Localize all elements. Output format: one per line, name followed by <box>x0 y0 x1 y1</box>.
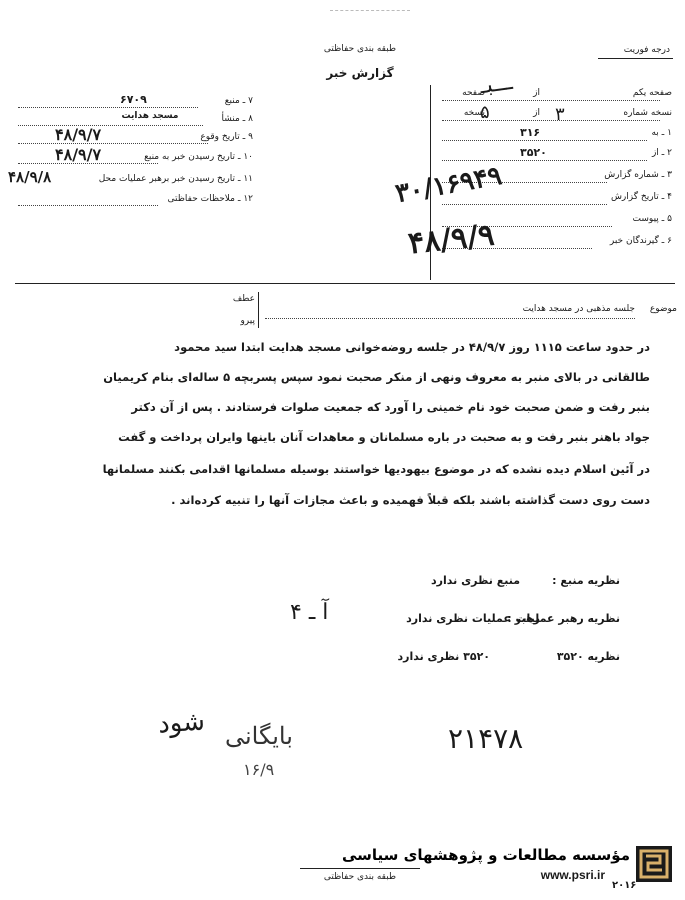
copy-number-label: نسخه شماره <box>623 108 672 118</box>
priority-label: درجه فوریت <box>623 45 670 55</box>
archive-mark: شود <box>157 706 206 740</box>
source-value: ۶۷۰۹ <box>120 93 147 106</box>
received-source-label: ۱۰ ـ تاریخ رسیدن خبر به منبع <box>144 152 253 162</box>
top-classification: طبقه بندی حفاظتی <box>323 44 397 54</box>
source-eval-value: منبع نظری ندارد <box>431 574 520 587</box>
copy-hand-1: ۳ <box>555 104 565 125</box>
website: www.psri.ir <box>540 868 605 882</box>
report-date-label: ۴ ـ تاریخ گزارش <box>610 192 672 202</box>
report-title: گزارش خبر <box>326 66 394 80</box>
event-date-value: ۴۸/۹/۷ <box>55 125 102 144</box>
subject-value: جلسه مذهبی در مسجد هدایت <box>522 304 635 314</box>
ops-eval-hand: آ ـ ۴ <box>290 600 329 625</box>
page-handwriting: ـــبـ <box>478 69 515 100</box>
from-value: ۳۵۲۰ <box>520 146 547 159</box>
org-name: مؤسسه مطالعات و پژوهشهای سیاسی <box>341 846 630 864</box>
subject-label: موضوع <box>649 304 677 314</box>
final-eval-label: نظریه ۳۵۲۰ <box>556 650 620 663</box>
body-line-5: در آئین اسلام دیده نشده که در موضوع بیهودیها خواستند بوسیله مسلمانها اقدامی بکنند مسلمانها <box>102 462 650 476</box>
page-word: صفحه <box>462 88 485 98</box>
ops-eval-label: نظریه رهبر عملیات : <box>507 612 620 625</box>
archive-date: ۱۶/۹ <box>243 760 275 779</box>
body-line-2: طالقانی در بالای منبر به معروف ونهی از منکر صحبت نمود سپس پسربچه ۵ ساله‌ای بنام کریمیان <box>103 370 650 384</box>
received-ops-label: ۱۱ ـ تاریخ رسیدن خبر برهبر عملیات محل <box>98 174 253 184</box>
notes-label: ۱۲ ـ ملاحظات حفاظتی <box>167 194 253 204</box>
ref-sub-label: پیرو <box>240 316 255 326</box>
from-label: ۲ ـ از <box>651 148 672 158</box>
source-eval-label: نظریه منبع : <box>552 574 620 587</box>
origin-value: مسجد هدایت <box>121 111 179 121</box>
body-line-6: دست روی دست گذاشته باشند بلکه قبلاً فهمیده و باعث مجازات آنها را تنبیه کرده‌اند . <box>171 493 650 507</box>
page-code: ۲۰۱۶ <box>612 880 637 891</box>
of-word-1: از <box>533 88 540 98</box>
to-label: ۱ ـ به <box>651 128 672 138</box>
received-ops-value: ۴۸/۹/۸ <box>8 168 52 186</box>
copy-word: نسخه <box>463 108 485 118</box>
ref-label: عطف <box>232 294 255 304</box>
priority-underline <box>598 58 673 59</box>
archive-word: بایگانی <box>225 722 293 750</box>
received-source-value: ۴۸/۹/۷ <box>55 145 102 164</box>
body-line-3: بنبر رفت و ضمن صحبت خود نام خمینی را آورد که جمعیت صلوات فرستادند . پس از آن دکتر <box>131 400 650 414</box>
to-value: ۳۱۶ <box>520 126 541 139</box>
origin-label: ۸ ـ منشأ <box>221 114 253 124</box>
ops-eval-value: رهبر عملیات نظری ندارد <box>406 612 540 625</box>
top-faint-mark <box>330 0 410 11</box>
section-separator <box>15 283 675 284</box>
page-one-label: صفحه یکم <box>632 88 672 98</box>
event-date-label: ۹ ـ تاریخ وقوع <box>200 132 253 142</box>
report-date-hand: ۴۸/۹/۹ <box>406 217 496 262</box>
body-line-1: در حدود ساعت ۱۱۱۵ روز ۴۸/۹/۷ در جلسه روضه‌خوانی مسجد هدایت ابتدا سید محمود <box>174 340 650 354</box>
of-word-2: از <box>533 108 540 118</box>
archive-number: ۲۱۴۷۸ <box>448 722 524 755</box>
report-number-label: ۳ ـ شماره گزارش <box>604 170 672 180</box>
recipients-label: ۶ ـ گیرندگان خبر <box>609 236 672 246</box>
footer-classification: طبقه بندی حفاظتی <box>323 872 397 882</box>
body-line-4: جواد باهنر بنبر رفت و به صحبت در باره مسلمانان و معاهدات آنان باینها وایران پرداخت و گفت <box>118 430 650 444</box>
report-number-hand: ۳۰/۱۶۹۴۹ <box>393 160 505 210</box>
copy-hand-2: ۵ <box>480 102 490 123</box>
source-label: ۷ ـ منبع <box>224 96 253 106</box>
org-logo <box>636 846 672 882</box>
attachment-label: ۵ ـ پیوست <box>632 214 672 224</box>
final-eval-value: ۳۵۲۰ نظری ندارد <box>397 650 490 663</box>
